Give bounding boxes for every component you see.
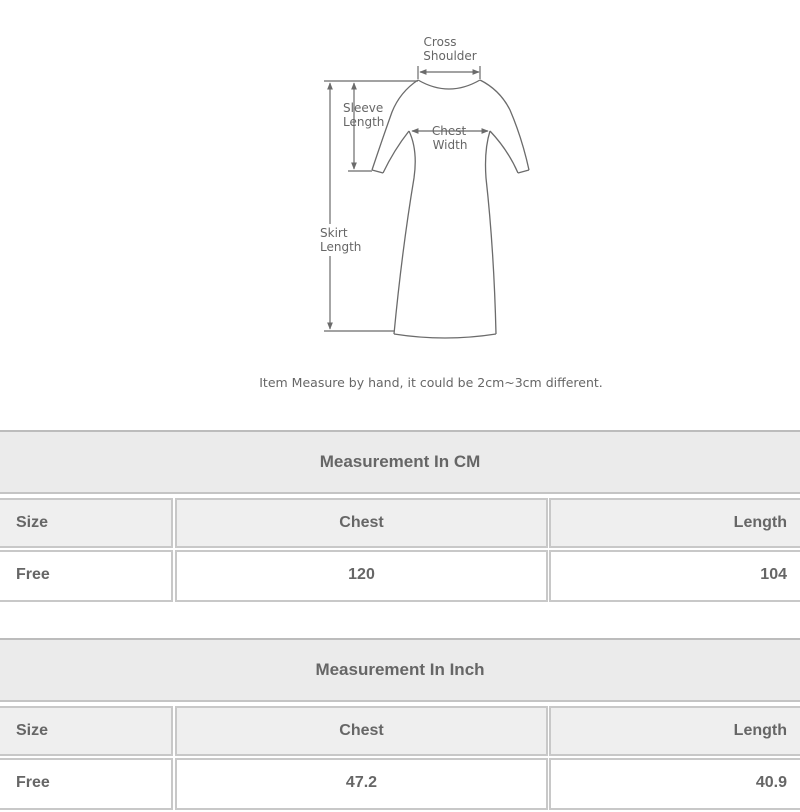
table-title: Measurement In Inch <box>0 640 800 702</box>
cross-shoulder-label-1: Cross <box>423 35 457 49</box>
cell-size: Free <box>0 758 173 810</box>
table-title: Measurement In CM <box>0 432 800 494</box>
cell-chest: 47.2 <box>175 758 548 810</box>
header-size: Size <box>0 498 173 548</box>
header-chest: Chest <box>175 498 548 548</box>
header-length: Length <box>549 498 800 548</box>
header-chest: Chest <box>175 706 548 756</box>
header-size: Size <box>0 706 173 756</box>
chest-width-label-2: Width <box>432 138 468 152</box>
dress-outline <box>372 80 529 338</box>
chest-width-label-1: Chest <box>431 124 467 138</box>
cell-size: Free <box>0 550 173 602</box>
cell-chest: 120 <box>175 550 548 602</box>
skirt-length-label-1: Skirt <box>320 226 348 240</box>
cross-shoulder-label-2: Shoulder <box>423 49 477 63</box>
sleeve-length-label-2: Length <box>343 115 385 129</box>
measurement-note: Item Measure by hand, it could be 2cm~3cm different. <box>259 375 603 390</box>
cell-length: 104 <box>549 550 800 602</box>
measurement-table-cm <box>0 430 800 604</box>
measurement-table-inch <box>0 638 800 812</box>
cell-length: 40.9 <box>549 758 800 810</box>
skirt-length-label-2: Length <box>320 240 362 254</box>
header-length: Length <box>549 706 800 756</box>
sleeve-length-label-1: Sleeve <box>343 101 384 115</box>
